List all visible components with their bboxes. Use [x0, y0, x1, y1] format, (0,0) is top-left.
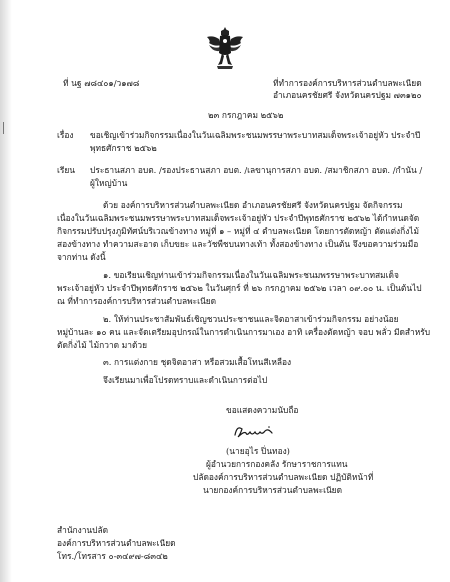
recipient-line-2: ผู้ใหญ่บ้าน — [90, 178, 128, 188]
office-address: อำเภอนครชัยศรี จังหวัดนครปฐม ๗๓๑๒๐ — [273, 90, 422, 100]
body-para1-line-3: กิจกรรมปรับปรุงภูมิทัศน์บริเวณข้างทาง หมู่ที่ ๑ – หมู่ที่ ๔ ตำบลพะเนียด โดยการตัดหญ้า ตัดแต่งกิ่งไม้ — [57, 226, 420, 236]
regards-text: ขอแสดงความนับถือ — [226, 405, 299, 415]
item2-line-2: หมู่บ้านละ ๑๐ คน และจัดเตรียมอุปกรณ์ในการดำเนินการมาเอง อาทิ เครื่องตัดหญ้า จอบ พลั่ว มีดสำหรับ — [57, 327, 431, 337]
signer-title-2: ปลัดองค์การบริหารส่วนตำบลพะเนียด ปฏิบัติหน้าที่ — [193, 472, 374, 482]
recipient-label: เรียน — [57, 165, 75, 175]
footer-phone: โทร./โทรสาร ๐-๓๔๙๗-๘๓๔๒ — [57, 551, 168, 561]
body-para1-line-2: เนื่องในวันเฉลิมพระชนมพรรษาพระบาทสมเด็จพระเจ้าอยู่หัว ประจำปีพุทธศักราช ๒๕๖๒ ได้กำหนดจัด — [57, 213, 420, 223]
scan-edge-shadow — [0, 0, 12, 582]
item1-line-2: พระเจ้าอยู่หัว ประจำปีพุทธศักราช ๒๕๖๒ ในวันศุกร์ ที่ ๒๖ กรกฎาคม ๒๕๖๒ เวลา ๐๙.๐๐ น. เป็นต้นไป — [57, 283, 422, 293]
item1-line-3: ณ ที่ทำการองค์การบริหารส่วนตำบลพะเนียด — [57, 296, 217, 306]
letter-date: ๒๓ กรกฎาคม ๒๕๖๒ — [208, 110, 284, 120]
document-number: ที่ นฐ ๗๘๔๐๑/ว๑๗๘ — [63, 78, 140, 88]
footer-organization: องค์การบริหารส่วนตำบลพะเนียด — [57, 538, 176, 548]
handwritten-signature — [232, 423, 278, 441]
garuda-emblem-icon — [205, 25, 245, 70]
signer-title-3: นายกองค์การบริหารส่วนตำบลพะเนียด — [203, 485, 343, 495]
item2-line-1: ๒. ให้ท่านประชาสัมพันธ์เชิญชวนประชาชนและจิตอาสาเข้าร่วมกิจกรรม อย่างน้อย — [103, 314, 399, 324]
subject-label: เรื่อง — [57, 130, 74, 140]
item3-line: ๓. การแต่งกาย ชุดจิตอาสา หรือสวมเสื้อโทนสีเหลือง — [103, 357, 292, 367]
signer-title-1: ผู้อำนวยการกองคลัง รักษาราชการแทน — [206, 459, 348, 469]
body-para1-line-4: สองข้างทาง ทำความสะอาด เก็บขยะ และวัชพืชบนทางเท้า ทั้งสองข้างทาง เป็นต้น จึงขอความร่วมมือ — [57, 239, 419, 249]
subject-line-1: ขอเชิญเข้าร่วมกิจกรรมเนื่องในวันเฉลิมพระชนมพรรษาพระบาทสมเด็จพระเจ้าอยู่หัว ประจำปี — [90, 130, 421, 140]
recipient-line-1: ประธานสภา อบต. /รองประธานสภา อบต. /เลขานุการสภา อบต. /สมาชิกสภา อบต. /กำนัน / — [90, 165, 423, 175]
footer-department: สำนักงานปลัด — [57, 525, 109, 535]
body-para1-line-5: จากท่าน ดังนี้ — [57, 252, 106, 262]
office-name: ที่ทำการองค์การบริหารส่วนตำบลพะเนียด — [273, 78, 422, 88]
item1-line-1: ๑. ขอเรียนเชิญท่านเข้าร่วมกิจกรรมเนื่องในวันเฉลิมพระชนมพรรษาพระบาทสมเด็จ — [103, 270, 399, 280]
subject-line-2: พุทธศักราช ๒๕๖๒ — [90, 143, 157, 153]
closing-line: จึงเรียนมาเพื่อโปรดทราบและดำเนินการต่อไป — [103, 375, 268, 385]
body-para1-line-1: ด้วย องค์การบริหารส่วนตำบลพะเนียด อำเภอนครชัยศรี จังหวัดนครปฐม จัดกิจกรรม — [103, 200, 403, 210]
item2-line-3: ตัดกิ่งไม้ ไม้กวาด มาด้วย — [57, 340, 148, 350]
margin-mark — [3, 122, 8, 134]
signer-name: (นายอุไร ปิ่นทอง) — [226, 446, 290, 456]
